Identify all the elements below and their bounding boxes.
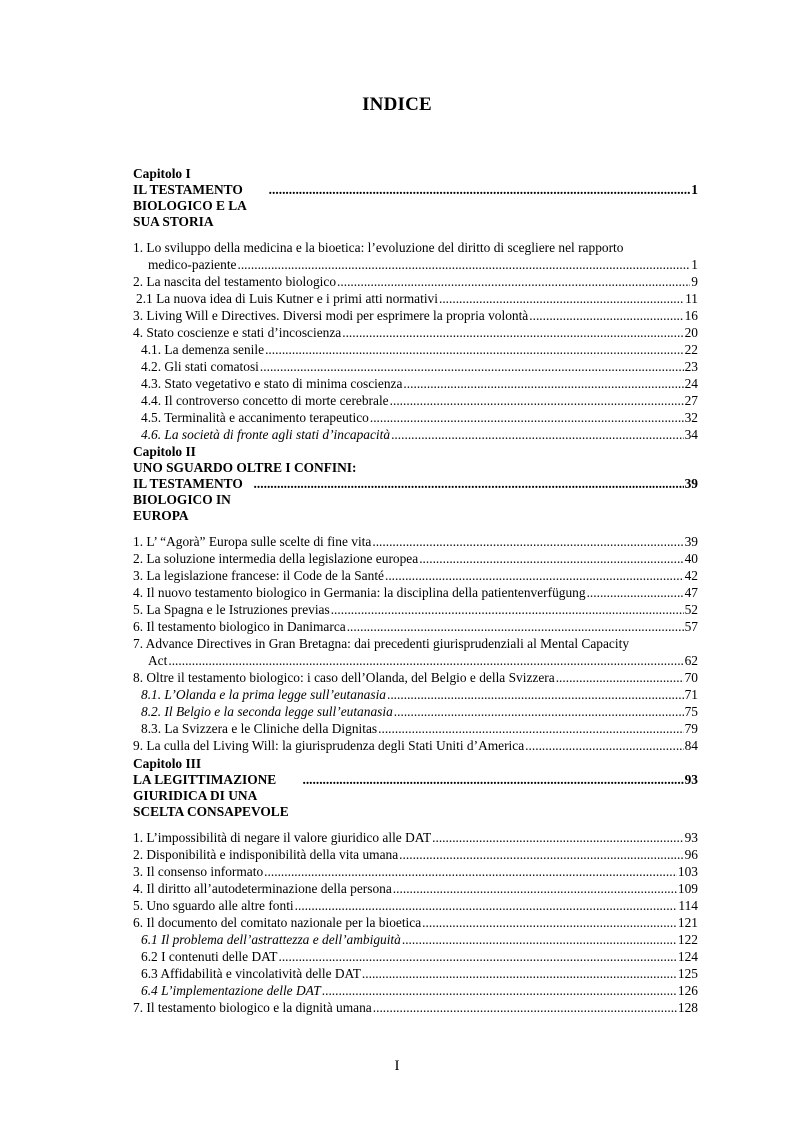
chapter-page: 1 xyxy=(691,182,698,197)
leader-dots xyxy=(439,290,684,307)
toc-entry-page: 122 xyxy=(677,932,698,947)
leader-dots xyxy=(269,182,691,198)
toc-entry-text: 2. La soluzione intermedia della legislazione europea xyxy=(133,551,419,566)
toc-entry-text: 6.3 Affidabilità e vincolatività delle DAT xyxy=(141,966,361,981)
toc-entry[interactable] xyxy=(133,999,698,1016)
toc-entry[interactable] xyxy=(133,669,698,686)
leader-dots xyxy=(331,601,684,618)
leader-dots xyxy=(432,829,683,846)
toc-entry[interactable] xyxy=(133,533,698,550)
toc-entry[interactable] xyxy=(133,567,698,584)
chapter-title[interactable] xyxy=(133,772,698,820)
toc-entry-text: 4.2. Gli stati comatosi xyxy=(141,359,259,374)
leader-dots xyxy=(362,965,677,982)
toc-entry-page: 93 xyxy=(684,830,698,845)
toc-entry-text: 4.3. Stato vegetativo e stato di minima coscienza xyxy=(141,376,403,391)
toc-entry-text: 7. Il testamento biologico e la dignità umana xyxy=(133,1000,372,1015)
toc-entry[interactable] xyxy=(133,290,698,307)
toc-entry-text: 3. Il consenso informato xyxy=(133,864,264,879)
leader-dots xyxy=(265,341,684,358)
toc-entry-page: 109 xyxy=(677,881,698,896)
toc-entry-page: 57 xyxy=(684,619,698,634)
toc-entry-page: 52 xyxy=(684,602,698,617)
leader-dots xyxy=(168,652,683,669)
toc-entry[interactable] xyxy=(133,550,698,567)
leader-dots xyxy=(402,931,677,948)
toc-entry-page: 32 xyxy=(684,410,698,425)
chapter-1 xyxy=(133,166,698,443)
toc-entry-text: 6. Il testamento biologico in Danimarca xyxy=(133,619,346,634)
toc-entry-text: 6.1 Il problema dell’astrattezza e dell’ambiguità xyxy=(141,932,401,947)
leader-dots xyxy=(529,307,683,324)
toc-entry-page: 114 xyxy=(678,898,698,913)
chapter-title[interactable] xyxy=(133,476,698,524)
toc-entry[interactable] xyxy=(133,409,698,426)
toc-entry-page: 103 xyxy=(677,864,698,879)
toc-entry[interactable] xyxy=(133,737,698,754)
leader-dots xyxy=(378,720,683,737)
toc-entry[interactable] xyxy=(133,948,698,965)
toc-entry-text: 4.4. Il controverso concetto di morte cerebrale xyxy=(141,393,389,408)
toc-entry-page: 11 xyxy=(685,291,698,306)
leader-dots xyxy=(254,476,684,492)
chapter-label: Capitolo II xyxy=(133,444,196,459)
chapter-title[interactable] xyxy=(133,182,698,230)
toc-entry-page: 75 xyxy=(684,704,698,719)
toc-entry[interactable] xyxy=(133,601,698,618)
toc-entry-text: 2. La nascita del testamento biologico xyxy=(133,274,337,289)
toc-entry[interactable] xyxy=(133,703,698,720)
toc-entry-text: 4. Il diritto all’autodeterminazione della persona xyxy=(133,881,392,896)
leader-dots xyxy=(387,686,684,703)
toc-entry[interactable] xyxy=(133,914,698,931)
chapter-page: 93 xyxy=(684,772,698,787)
toc-entry-text: 8.1. L’Olanda e la prima legge sull’eutanasia xyxy=(141,687,386,702)
toc-entry-text: 1. Lo sviluppo della medicina e la bioetica: l’evoluzione del diritto di scegliere nel rapporto xyxy=(133,240,624,255)
toc-entry-page: 71 xyxy=(684,687,698,702)
toc-entry-page: 125 xyxy=(677,966,698,981)
toc-entry[interactable] xyxy=(133,324,698,341)
toc-entry[interactable] xyxy=(133,239,698,256)
toc-entry-page: 20 xyxy=(684,325,698,340)
toc-entry-page: 9 xyxy=(691,274,698,289)
leader-dots xyxy=(260,358,684,375)
toc-entry[interactable] xyxy=(133,652,698,669)
toc-entry-text: 1. L’ “Agorà” Europa sulle scelte di fine vita xyxy=(133,534,372,549)
toc-entry-page: 16 xyxy=(684,308,698,323)
leader-dots xyxy=(295,897,678,914)
toc-entry-text: 2.1 La nuova idea di Luis Kutner e i primi atti normativi xyxy=(136,291,438,306)
leader-dots xyxy=(556,669,684,686)
leader-dots xyxy=(342,324,683,341)
toc-entry-page: 84 xyxy=(684,738,698,753)
toc-entry-text: 4.6. La società di fronte agli stati d’incapacità xyxy=(141,427,391,442)
toc-entry-page: 22 xyxy=(684,342,698,357)
chapter-2 xyxy=(133,444,698,754)
leader-dots xyxy=(264,863,677,880)
toc-entry[interactable] xyxy=(133,863,698,880)
toc-entry-text: 3. Living Will e Directives. Diversi modi per esprimere la propria volontà xyxy=(133,308,529,323)
leader-dots xyxy=(394,703,684,720)
toc-entry[interactable] xyxy=(133,720,698,737)
leader-dots xyxy=(391,426,684,443)
toc-entry[interactable] xyxy=(133,358,698,375)
toc-entry-text: 8.2. Il Belgio e la seconda legge sull’eutanasia xyxy=(141,704,393,719)
toc-entry-text: 6. Il documento del comitato nazionale per la bioetica xyxy=(133,915,422,930)
toc-entry-page: 1 xyxy=(691,257,698,272)
toc-entry[interactable] xyxy=(133,846,698,863)
leader-dots xyxy=(385,567,684,584)
toc-entry-page: 79 xyxy=(684,721,698,736)
toc-entry-page: 34 xyxy=(684,427,698,442)
page-number: I xyxy=(394,1058,400,1074)
toc-entry-page: 24 xyxy=(684,376,698,391)
toc-entry-page: 96 xyxy=(684,847,698,862)
page-title: INDICE xyxy=(362,94,432,115)
toc-entry[interactable] xyxy=(133,426,698,443)
leader-dots xyxy=(393,880,677,897)
leader-dots xyxy=(373,999,677,1016)
toc-entry-page: 27 xyxy=(684,393,698,408)
chapter-label: Capitolo III xyxy=(133,756,202,771)
toc-entry[interactable] xyxy=(133,618,698,635)
leader-dots xyxy=(422,914,677,931)
toc-entry-text: 7. Advance Directives in Gran Bretagna: dai precedenti giurisprudenziali al Mental Capacity xyxy=(133,636,630,651)
leader-dots xyxy=(322,982,677,999)
toc-entry-page: 121 xyxy=(677,915,698,930)
toc-entry-text: medico-paziente xyxy=(148,257,237,272)
chapter-title-text: IL TESTAMENTO BIOLOGICO IN EUROPA xyxy=(133,476,243,523)
toc-entry[interactable] xyxy=(133,931,698,948)
toc-entry[interactable] xyxy=(133,341,698,358)
toc-entry-text: 9. La culla del Living Will: la giurisprudenza degli Stati Uniti d’America xyxy=(133,738,525,753)
leader-dots xyxy=(372,533,683,550)
toc-entry-page: 47 xyxy=(684,585,698,600)
toc-entry-text: Act xyxy=(148,653,168,668)
leader-dots xyxy=(403,375,683,392)
toc-entry-page: 128 xyxy=(677,1000,698,1015)
toc-entry[interactable] xyxy=(133,897,698,914)
chapter-page: 39 xyxy=(684,476,698,491)
toc-entry-text: 4.1. La demenza senile xyxy=(141,342,265,357)
chapter-title-text: LA LEGITTIMAZIONE GIURIDICA DI UNA SCELTA CONSAPEVOLE xyxy=(133,772,289,819)
toc-entry[interactable] xyxy=(133,307,698,324)
leader-dots xyxy=(302,772,683,788)
toc-entry[interactable] xyxy=(133,635,698,652)
toc-entry[interactable] xyxy=(133,965,698,982)
toc-entry-page: 124 xyxy=(677,949,698,964)
toc-entry-text: 4. Stato coscienze e stati d’incoscienza xyxy=(133,325,342,340)
toc-entry[interactable] xyxy=(133,375,698,392)
toc-entry[interactable] xyxy=(133,392,698,409)
toc-entry-page: 62 xyxy=(684,653,698,668)
toc-entry-text: 2. Disponibilità e indisponibilità della vita umana xyxy=(133,847,399,862)
chapter-label: Capitolo I xyxy=(133,166,191,181)
toc-entry-page: 23 xyxy=(684,359,698,374)
toc-entry-text: 5. Uno sguardo alle altre fonti xyxy=(133,898,294,913)
leader-dots xyxy=(390,392,684,409)
toc-entry-text: 1. L’impossibilità di negare il valore giuridico alle DAT xyxy=(133,830,432,845)
toc-entry[interactable] xyxy=(133,880,698,897)
toc-entry-page: 70 xyxy=(684,670,698,685)
leader-dots xyxy=(587,584,684,601)
leader-dots xyxy=(237,256,690,273)
toc-entry-text: 6.2 I contenuti delle DAT xyxy=(141,949,278,964)
toc-entry-page: 126 xyxy=(677,983,698,998)
chapter-title-line: UNO SGUARDO OLTRE I CONFINI: xyxy=(133,460,357,475)
toc-entry[interactable] xyxy=(133,256,698,273)
leader-dots xyxy=(347,618,684,635)
chapter-3 xyxy=(133,756,698,1016)
chapter-title-text: IL TESTAMENTO BIOLOGICO E LA SUA STORIA xyxy=(133,182,247,229)
toc-entry[interactable] xyxy=(133,829,698,846)
leader-dots xyxy=(399,846,683,863)
toc-entry-page: 39 xyxy=(684,534,698,549)
toc-entry-text: 3. La legislazione francese: il Code de la Santé xyxy=(133,568,384,583)
toc-entry[interactable] xyxy=(133,273,698,290)
toc-entry[interactable] xyxy=(133,982,698,999)
toc-entry-text: 6.4 L’implementazione delle DAT xyxy=(141,983,321,998)
toc-entry[interactable] xyxy=(133,584,698,601)
leader-dots xyxy=(370,409,684,426)
leader-dots xyxy=(419,550,683,567)
toc-entry-text: 8. Oltre il testamento biologico: i caso dell’Olanda, del Belgio e della Svizzera xyxy=(133,670,555,685)
leader-dots xyxy=(525,737,683,754)
toc-entry-text: 8.3. La Svizzera e le Cliniche della Dignitas xyxy=(141,721,378,736)
toc-entry-text: 4.5. Terminalità e accanimento terapeutico xyxy=(141,410,369,425)
leader-dots xyxy=(278,948,676,965)
toc-entry-text: 4. Il nuovo testamento biologico in Germania: la disciplina della patientenverfügung xyxy=(133,585,586,600)
toc-entry-page: 40 xyxy=(684,551,698,566)
toc-entry[interactable] xyxy=(133,686,698,703)
toc-entry-text: 5. La Spagna e le Istruziones previas xyxy=(133,602,330,617)
leader-dots xyxy=(337,273,690,290)
toc-entry-page: 42 xyxy=(684,568,698,583)
